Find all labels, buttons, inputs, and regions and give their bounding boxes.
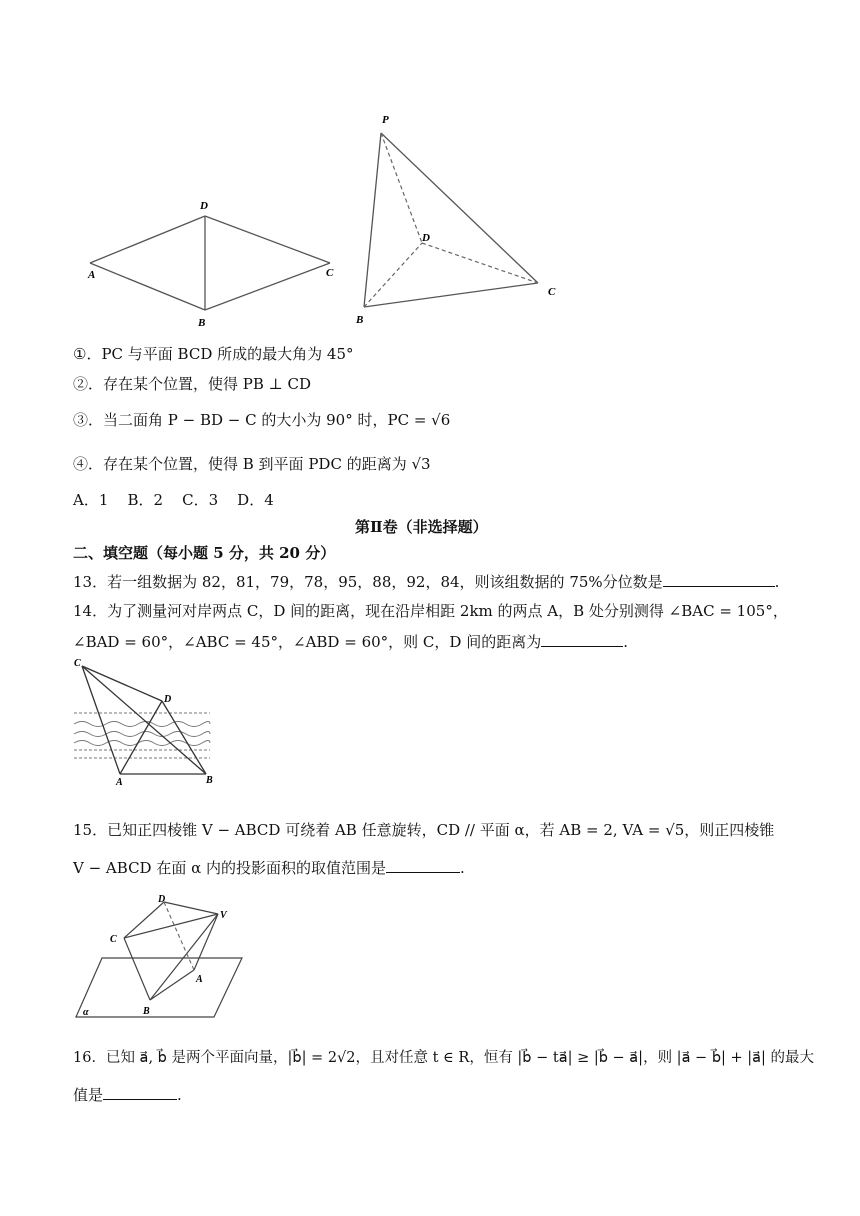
- label-C: C: [548, 286, 556, 298]
- question-13: [73, 570, 779, 593]
- label-V: V: [220, 910, 227, 921]
- q15-end: .: [460, 859, 465, 877]
- option-1: ①．PC 与平面 BCD 所成的最大角为 45°: [73, 345, 354, 363]
- figure-tetrahedron: [350, 105, 570, 330]
- figure-river: [70, 656, 220, 788]
- question-14-line1: 14．为了测量河对岸两点 C，D 间的距离，现在沿岸相距 2km 的两点 A，B 处分别测得 ∠BAC = 105°，: [73, 602, 788, 620]
- label-B: B: [206, 775, 213, 786]
- option-3: ③．当二面角 P − BD − C 的大小为 90° 时，PC = √6: [73, 411, 451, 429]
- q16-answer-blank[interactable]: [103, 1083, 177, 1100]
- label-B: B: [356, 314, 364, 326]
- q15-answer-blank[interactable]: [386, 856, 460, 873]
- q13-answer-blank[interactable]: [663, 570, 775, 587]
- label-D: D: [164, 694, 172, 705]
- question-16-line1: 16．已知 a⃗, b⃗ 是两个平面向量，|b⃗| = 2√2，且对任意 t ∈ R，恒有 |b⃗ − ta⃗| ≥ |b⃗ − a⃗|，则 |a⃗ − b⃗| + |a⃗| 的最大: [73, 1050, 815, 1066]
- label-D: D: [158, 894, 166, 905]
- label-alpha: α: [83, 1007, 89, 1018]
- q13-end: .: [774, 573, 780, 591]
- question-15-line2: [73, 856, 465, 879]
- label-C: C: [110, 934, 117, 945]
- section-title: 第Ⅱ卷（非选择题）: [355, 518, 488, 536]
- label-A: A: [116, 777, 123, 788]
- figure-rhombus: [80, 190, 350, 330]
- q16-text: 值是: [73, 1086, 104, 1104]
- label-B: B: [143, 1006, 150, 1017]
- answer-choices: A．1 B．2 C．3 D．4: [73, 491, 274, 509]
- option-4: ④．存在某个位置，使得 B 到平面 PDC 的距离为 √3: [73, 455, 431, 473]
- label-A: A: [88, 269, 96, 281]
- option-2: ②．存在某个位置，使得 PB ⊥ CD: [73, 375, 312, 393]
- figure-pyramid: [72, 892, 252, 1024]
- q14-answer-blank[interactable]: [541, 630, 623, 647]
- q13-text: 13．若一组数据为 82，81，79，78，95，88，92，84，则该组数据的 75%分位数是: [73, 573, 663, 591]
- question-16-line2: [73, 1083, 182, 1106]
- q16-end: .: [177, 1086, 182, 1104]
- q15-text: V − ABCD 在面 α 内的投影面积的取值范围是: [73, 859, 387, 877]
- question-14-line2: [73, 630, 628, 653]
- label-C: C: [74, 658, 81, 669]
- label-P: P: [382, 114, 389, 126]
- label-C: C: [326, 267, 334, 279]
- part-title: 二、填空题（每小题 5 分，共 20 分）: [73, 544, 336, 562]
- label-D: D: [200, 200, 208, 212]
- q14-text: ∠BAD = 60°，∠ABC = 45°，∠ABD = 60°，则 C，D 间的距离为: [73, 633, 542, 651]
- question-15-line1: 15．已知正四棱锥 V − ABCD 可绕着 AB 任意旋转，CD // 平面 α，若 AB = 2, VA = √5，则正四棱锥: [73, 821, 775, 839]
- q14-end: .: [623, 633, 628, 651]
- label-D: D: [422, 232, 430, 244]
- label-A: A: [196, 974, 203, 985]
- label-B: B: [198, 317, 206, 329]
